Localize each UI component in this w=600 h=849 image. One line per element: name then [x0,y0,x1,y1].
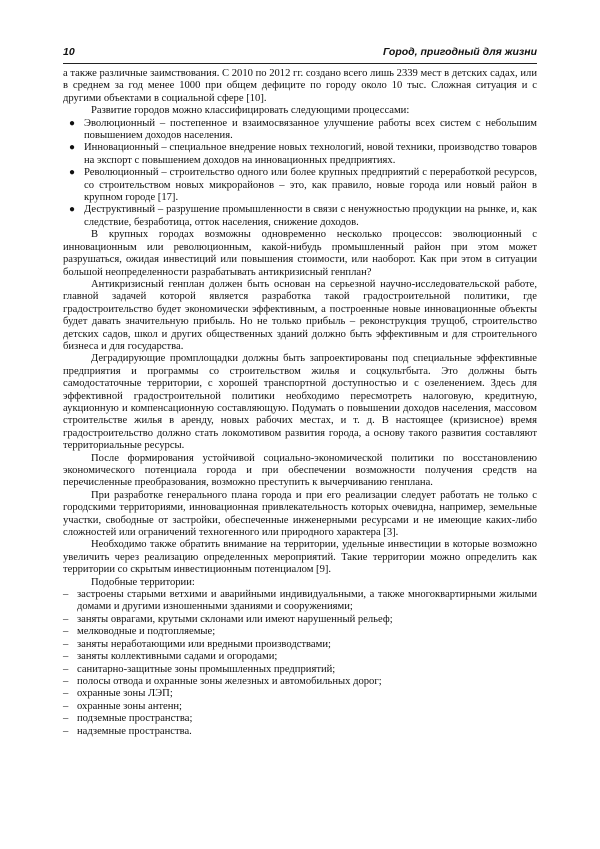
list-item [63,701,537,713]
list-item [63,142,537,167]
list-item [63,118,537,143]
list-item [63,664,537,676]
list-item [63,167,537,204]
paragraph: Деградирующие промплощадки должны быть запроектированы под специальные эффективные предприятия и программы со строительством жилья и соцкультбыта. Это должны быть самодостаточные территории, с хорошей транспортной доступностью и с озеленением. Здесь для эффективной градостроительной политики необходимо пересмотреть налоговую, кредитную, аукционную и компенсационную составляющую. Подумать о повышении доходов населения, массовом строительстве жилья в аренду, новых рабочих местах, и т. д. В настоящее (кризисное) время градостроительство должно стать локомотивом развития города, а основу такого развития составляют территориальные ресурсы. [63,353,537,452]
dash-icon: – [63,675,69,687]
dash-list [63,589,537,738]
list-item-text: заняты оврагами, крутыми склонами или имеют нарушенный рельеф; [77,613,393,625]
page-header [63,44,537,60]
list-item [63,589,537,614]
list-item-text: полосы отвода и охранные зоны железных и автомобильных дорог; [77,675,382,687]
list-item-text: надземные пространства. [77,725,192,737]
list-item-text: охранные зоны антенн; [77,700,182,712]
paragraph: а также различные заимствования. С 2010 по 2012 гг. создано всего лишь 2339 мест в детских садах, или в среднем за год менее 1000 при общем дефиците по городу около 10 тыс. Сложная ситуация и с другими объектами в социальной сфере [10]. [63,68,537,104]
dash-icon: – [63,638,69,650]
list-item-text: заняты коллективными садами и огородами; [77,651,278,663]
list-item [63,639,537,651]
dash-icon: – [63,725,69,737]
paragraph: При разработке генерального плана города и при его реализации следует работать не только с городскими территориями, инновационная привлекательность которых очевидна, например, земельные участки, свободные от застройки, обеспеченные инженерными ресурсами и не имеющие каких-либо сложностей или ограничений техногенного или природного характера [3]. [63,489,537,539]
list-item [63,614,537,626]
bullet-icon: ● [69,117,76,129]
list-item-text: мелководные и подтопляемые; [77,626,216,638]
list-item [63,726,537,738]
list-item [63,688,537,700]
dash-icon: – [63,688,69,700]
dash-icon: – [63,700,69,712]
dash-icon: – [63,663,69,675]
bullet-icon: ● [69,204,76,216]
list-item [63,651,537,663]
list-item-text: застроены старыми ветхими и аварийными индивидуальными, а также многоквартирными жилыми домами и другими изношенными зданиями и сооружениями; [77,589,537,613]
list-item-text: охранные зоны ЛЭП; [77,688,173,700]
list-item-text: Революционный – строительство одного или более крупных предприятий с переработкой ресурсов, со строительством новых микрорайонов – это, как правило, новые города или новый район в крупном городе [17]. [84,167,537,204]
dash-icon: – [63,589,69,601]
bullet-icon: ● [69,142,76,154]
list-item [63,626,537,638]
running-title: Город, пригодный для жизни [383,46,537,58]
list-item-text: Эволюционный – постепенное и взаимосвязанное улучшение работы всех систем с небольшим повышением доходов населения. [84,117,537,142]
list-item-text: подземные пространства; [77,713,193,725]
list-item [63,676,537,688]
list-item [63,204,537,229]
dash-icon: – [63,613,69,625]
header-rule [63,63,537,64]
list-item [63,713,537,725]
paragraph: После формирования устойчивой социально-экономической политики по восстановлению экономического потенциала города и при обеспечении возможности получения средств на перечисленные преобразования, возможно преступить к вычерчиванию генплана. [63,452,537,489]
list-item-text: санитарно-защитные зоны промышленных предприятий; [77,663,336,675]
paragraph: Антикризисный генплан должен быть основан на серьезной научно-исследовательской работе, главной задачей которой является разработка такой градостроительной политики, где градостроительство будет экономически эффективным, а построенные новые инновационные объекты будет давать значительную прибыль. Но не только прибыль – реконструкция трущоб, строительство детских садов, школ и других общественных зданий должно быть эффективным и для строительного бизнеса и для государства. [63,278,537,352]
paragraph: Развитие городов можно классифицировать следующими процессами: [91,105,410,117]
bullet-icon: ● [69,167,76,179]
dash-icon: – [63,713,69,725]
list-item-text: Деструктивный – разрушение промышленности в связи с ненужностью продукции на рынке, и, как следствие, безработица, отток населения, снижение доходов. [84,204,537,228]
body-text [63,68,537,738]
paragraph: Необходимо также обратить внимание на территории, удельные инвестиции в которые возможно увеличить через реализацию определенных мероприятий. Такие территории можно определить как территории со скрытым инвестиционным потенциалом [9]. [63,539,537,576]
paragraph: Подобные территории: [91,576,195,588]
list-item-text: заняты неработающими или вредными производствами; [77,638,331,650]
dash-icon: – [63,626,69,638]
list-item-text: Инновационный – специальное внедрение новых технологий, новой техники, производство товаров на экспорт с повышением доходов на инновационных предприятиях. [84,142,537,166]
dash-icon: – [63,651,69,663]
paragraph: В крупных городах возможны одновременно несколько процессов: эволюционный с инновационным или революционным, какой-нибудь промышленный район при этом может разрушаться, ожидая инвестиций или повышения стоимости, или наоборот. Как при этом в ситуации большой неопределенности разрабатывать антикризисный генплан? [63,229,537,278]
bullet-list [63,118,537,230]
page-number: 10 [63,46,75,58]
